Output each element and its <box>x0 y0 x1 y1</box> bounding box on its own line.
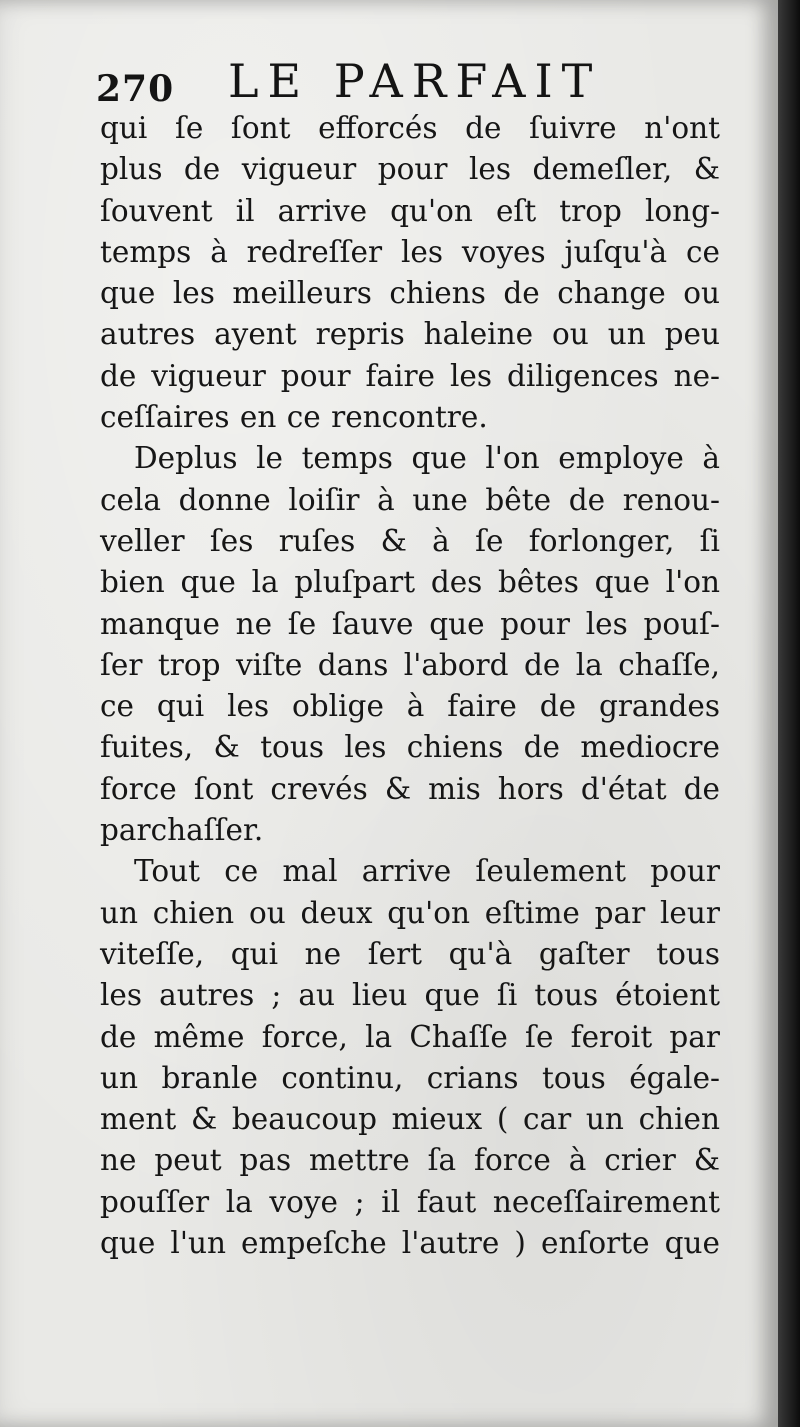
text-line: un chien ou deux qu'on eſtime par leur <box>100 895 720 930</box>
text-line: de même force, la Chaſſe ſe feroit par <box>100 1019 720 1054</box>
text-line: ſouvent il arrive qu'on eſt trop long- <box>100 193 720 228</box>
text-line: de vigueur pour faire les diligences ne- <box>100 358 720 393</box>
text-line: manque ne ſe ſauve que pour les pouſ- <box>100 606 720 641</box>
text-line: Tout ce mal arrive ſeulement pour <box>134 854 720 889</box>
text-line: fuites, & tous les chiens de mediocre <box>100 730 720 765</box>
text-line: un branle continu, crians tous égale- <box>100 1060 720 1095</box>
text-line: cela donne loiſir à une bête de renou- <box>100 482 720 517</box>
text-line: qui ſe ſont efforcés de ſuivre n'ont <box>100 111 720 145</box>
text-line: Deplus le temps que l'on employe à <box>134 441 720 476</box>
text-line: veller ſes ruſes & à ſe forlonger, ſi <box>100 523 720 558</box>
text-line: ceſſaires en ce rencontre. <box>100 400 488 435</box>
text-line: viteſſe, qui ne ſert qu'à gaſter tous <box>100 936 720 971</box>
text-line: force ſont crevés & mis hors d'état de <box>100 771 720 806</box>
text-line: ment & beaucoup mieux ( car un chien <box>100 1102 720 1137</box>
text-line: que l'un empeſche l'autre ) enſorte que <box>100 1226 720 1261</box>
text-line: autres ayent repris haleine ou un peu <box>100 317 720 352</box>
text-line: pouſſer la voye ; il faut neceſſairement <box>100 1184 720 1219</box>
page-header <box>96 50 716 110</box>
text-line: ce qui les oblige à faire de grandes <box>100 689 720 724</box>
text-block <box>100 108 720 1264</box>
paragraph-2 <box>100 438 720 851</box>
text-line: bien que la pluſpart des bêtes que l'on <box>100 565 720 600</box>
page-number: 270 <box>96 68 175 110</box>
text-line: que les meilleurs chiens de change ou <box>100 276 720 311</box>
text-line: les autres ; au lieu que ſi tous étoient <box>100 978 720 1013</box>
text-line: parchaſſer. <box>100 813 264 848</box>
text-line: plus de vigueur pour les demeſler, & <box>100 152 720 187</box>
text-line: ſer trop viſte dans l'abord de la chaſſe, <box>100 647 720 682</box>
book-edge-shadow <box>778 0 800 1427</box>
text-line: ne peut pas mettre ſa force à crier & <box>100 1143 720 1178</box>
paragraph-3 <box>100 851 720 1264</box>
running-head: LE PARFAIT <box>228 54 602 108</box>
text-line: temps à redreſſer les voyes juſqu'à ce <box>100 234 720 269</box>
paragraph-1 <box>100 108 720 438</box>
